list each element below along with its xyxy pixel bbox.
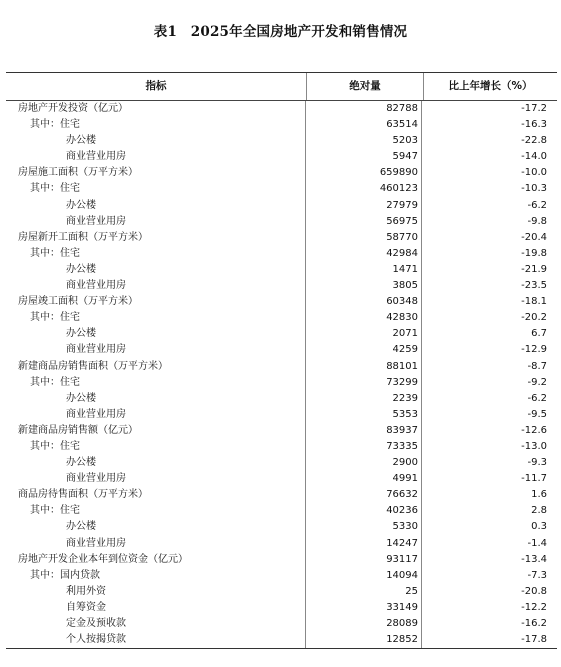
row-growth: -8.7 [527,360,547,372]
table-row [6,552,557,568]
table-row [6,230,557,246]
row-label: 其中：住宅 [6,439,306,455]
table-row [6,487,557,503]
row-label: 房地产开发企业本年到位资金（亿元） [6,552,306,568]
row-value: 5353 [306,407,422,423]
header-indicator: 指标 [6,73,307,100]
row-label: 房屋竣工面积（万平方米） [6,294,306,310]
row-label: 其中：住宅 [6,246,306,262]
row-growth: -13.0 [521,440,547,452]
row-growth: -23.5 [521,280,547,292]
row-growth: -1.4 [527,537,547,549]
table-row [6,117,557,133]
row-value: 14247 [306,536,422,552]
table-row [6,439,557,455]
row-growth: 2.8 [531,505,547,517]
row-growth: -16.2 [521,618,547,629]
table-row [6,262,557,278]
row-label: 房屋新开工面积（万平方米） [6,230,306,246]
row-growth: 0.3 [531,521,547,533]
row-growth: -10.0 [521,167,547,179]
row-growth: -18.1 [521,296,547,308]
row-value: 93117 [306,552,422,568]
row-label: 其中：住宅 [6,503,306,519]
row-label: 办公楼 [6,391,306,407]
row-value: 12852 [306,632,422,648]
header-absolute-value: 绝对量 [307,73,424,100]
table-row [6,310,557,326]
row-label: 办公楼 [6,519,306,535]
row-value: 73335 [306,439,422,455]
row-label: 商业营业用房 [6,407,306,423]
row-label: 其中：住宅 [6,375,306,391]
row-label: 房屋施工面积（万平方米） [6,165,306,181]
table-row [6,375,557,391]
row-growth: -9.5 [527,408,547,420]
table-row [6,503,557,519]
row-value: 2239 [306,391,422,407]
row-label: 办公楼 [6,262,306,278]
row-value: 82788 [306,101,422,117]
row-growth: -19.8 [521,247,547,259]
table-title: 表1 2025年全国房地产开发和销售情况 [153,24,408,40]
row-value: 73299 [306,375,422,391]
row-label: 新建商品房销售额（亿元） [6,423,306,439]
row-label: 新建商品房销售面积（万平方米） [6,359,306,375]
table-row [6,568,557,584]
row-label: 其中：住宅 [6,117,306,133]
row-value: 60348 [306,294,422,310]
row-growth: -14.0 [521,151,547,163]
row-growth: -6.2 [527,392,547,404]
row-value: 5330 [306,519,422,535]
row-growth: -21.9 [521,263,547,275]
table-row [6,632,557,649]
row-value: 63514 [306,117,422,133]
row-growth: -10.3 [521,183,547,195]
row-label: 商业营业用房 [6,536,306,552]
table-header [6,73,557,101]
table-row [6,214,557,230]
row-growth: -16.3 [521,119,547,131]
row-growth: -9.8 [527,215,547,227]
row-label: 办公楼 [6,326,306,342]
row-growth: -20.2 [521,312,547,324]
row-value: 58770 [306,230,422,246]
table-row [6,471,557,487]
row-value: 88101 [306,359,422,375]
row-value: 33149 [306,600,422,616]
row-growth: -13.4 [521,553,547,565]
row-label: 利用外资 [6,584,306,600]
row-value: 56975 [306,214,422,230]
row-growth: -11.7 [521,473,547,485]
table-row [6,326,557,342]
row-growth: -20.4 [521,231,547,243]
row-growth: -17.2 [521,103,547,114]
row-value: 40236 [306,503,422,519]
row-label: 商业营业用房 [6,342,306,358]
table-row [6,246,557,262]
row-label: 其中：住宅 [6,181,306,197]
row-value: 659890 [306,165,422,181]
row-value: 4991 [306,471,422,487]
row-growth: -7.3 [527,569,547,581]
row-growth: -9.3 [527,457,547,469]
row-growth: -9.2 [527,376,547,388]
row-label: 自筹资金 [6,600,306,616]
table-row [6,198,557,214]
row-growth: -12.2 [521,601,547,613]
data-table [6,72,557,649]
table-row [6,616,557,632]
row-value: 27979 [306,198,422,214]
row-label: 房地产开发投资（亿元） [6,101,306,117]
table-row [6,181,557,197]
row-value: 460123 [306,181,422,197]
row-growth: -22.8 [521,135,547,147]
row-label: 办公楼 [6,133,306,149]
row-value: 76632 [306,487,422,503]
row-label: 个人按揭贷款 [6,632,306,648]
table-row [6,294,557,310]
table-row [6,584,557,600]
row-value: 83937 [306,423,422,439]
row-label: 商业营业用房 [6,214,306,230]
table-row [6,455,557,471]
row-label: 商业营业用房 [6,149,306,165]
table-row [6,423,557,439]
row-value: 42830 [306,310,422,326]
table-row [6,149,557,165]
table-row [6,536,557,552]
row-value: 2900 [306,455,422,471]
row-label: 定金及预收款 [6,616,306,632]
table-row [6,165,557,181]
row-value: 25 [306,584,422,600]
row-label: 办公楼 [6,198,306,214]
header-growth-rate: 比上年增长（%） [448,80,533,92]
row-value: 4259 [306,342,422,358]
row-label: 办公楼 [6,455,306,471]
row-growth: -6.2 [527,199,547,211]
row-growth: -12.9 [521,344,547,356]
table-row [6,519,557,535]
row-label: 其中：国内贷款 [6,568,306,584]
row-value: 3805 [306,278,422,294]
row-growth: -20.8 [521,585,547,597]
row-value: 14094 [306,568,422,584]
row-growth: -12.6 [521,424,547,436]
row-value: 5947 [306,149,422,165]
row-growth: 6.7 [531,328,547,340]
table-row [6,600,557,616]
row-value: 1471 [306,262,422,278]
row-label: 商业营业用房 [6,278,306,294]
table-row [6,407,557,423]
table-row [6,391,557,407]
row-value: 5203 [306,133,422,149]
row-value: 2071 [306,326,422,342]
table-row [6,342,557,358]
table-row [6,101,557,117]
row-value: 28089 [306,616,422,632]
row-label: 其中：住宅 [6,310,306,326]
table-row [6,133,557,149]
row-label: 商业营业用房 [6,471,306,487]
table-body [6,101,557,649]
row-value: 42984 [306,246,422,262]
table-row [6,278,557,294]
row-label: 商品房待售面积（万平方米） [6,487,306,503]
table-row [6,359,557,375]
row-growth: -17.8 [521,634,547,646]
row-growth: 1.6 [531,489,547,501]
